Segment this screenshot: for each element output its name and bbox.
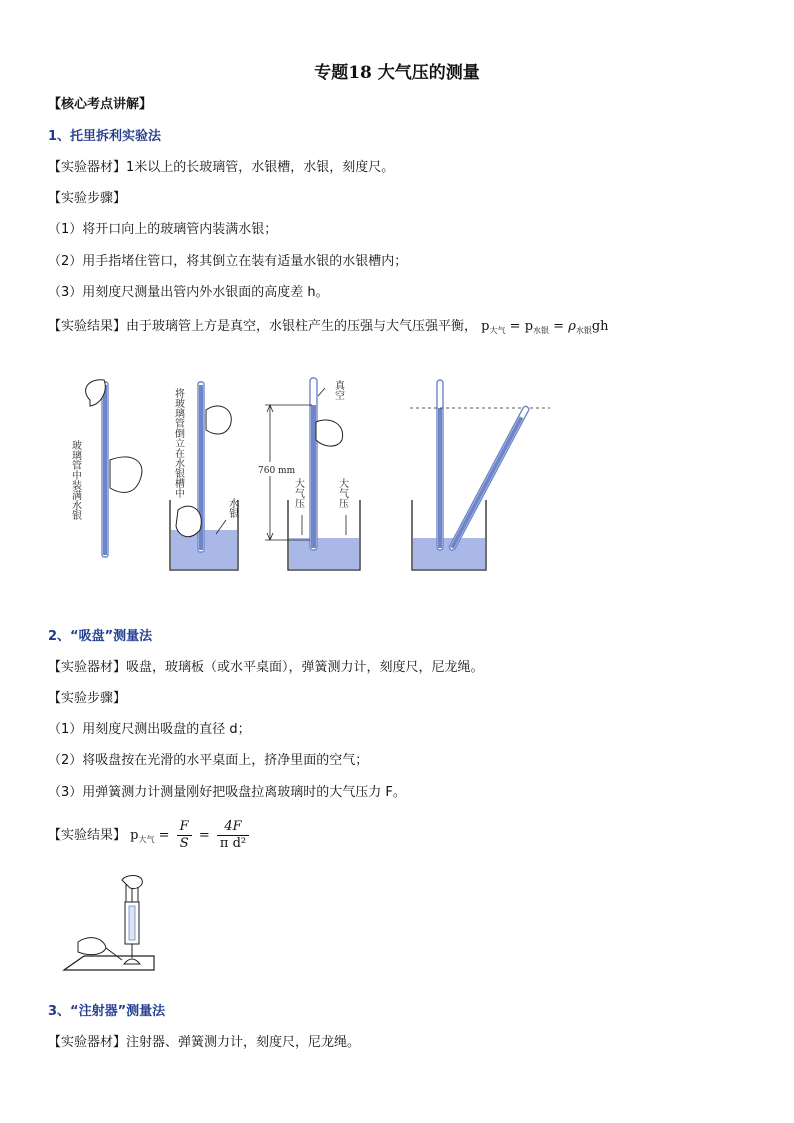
section1-step3: （3）用刻度尺测量出管内外水银面的高度差 h。 [48,285,329,300]
label-invert: 将玻璃管倒立在水银槽中 [172,388,184,498]
section2-step2: （2）将吸盘按在光滑的水平桌面上，挤净里面的空气； [48,753,369,768]
section1-result [48,318,609,340]
section1-step1: （1）将开口向上的玻璃管内装满水银； [48,222,278,237]
suction-cup-figure [60,872,170,977]
label-760: 760 mm [258,466,296,476]
label-fill: 玻璃管中装满水银 [69,440,81,520]
equipment-tag: 【实验器材】 [48,160,127,175]
label-vacuum: 真空 [332,380,344,400]
equipment-tag: 【实验器材】 [48,1035,127,1050]
section-header: 【核心考点讲解】 [48,97,153,112]
section2-heading: 2、“吸盘”测量法 [48,629,153,644]
suction-formula: $p_{大气}$ = $\frac{F}{S}$ = $\frac{4F}{\text{π d²}}$ [130,828,252,843]
panel-invert [170,382,239,570]
torricelli-figure [60,360,560,590]
section1-steps-tag: 【实验步骤】 [48,191,127,206]
hand-icon [206,406,231,434]
hand-icon [110,457,142,492]
section3-equipment [48,1034,360,1052]
result-tag: 【实验结果】 [48,828,127,843]
panel-measure [256,378,360,570]
equipment-tag: 【实验器材】 [48,660,127,675]
section1-heading: 1、托里拆利实验法 [48,129,162,144]
section2-steps-tag: 【实验步骤】 [48,691,127,706]
hand-icon [316,420,343,446]
torricelli-formula: $p_{大气} = p_{水银} = \rho_{水银}gh$ [481,319,609,335]
section2-step3: （3）用弹簧测力计测量刚好把吸盘拉离玻璃时的大气压力 F。 [48,785,406,800]
section2-step1: （1）用刻度尺测出吸盘的直径 d； [48,722,251,737]
section1-step2: （2）用手指堵住管口，将其倒立在装有适量水银的水银槽内； [48,254,408,269]
label-atm-right: 大气压 [336,478,348,508]
label-mercury: 水银 [226,498,238,518]
hand-icon [122,876,142,889]
equipment-text: 1米以上的长玻璃管，水银槽，水银，刻度尺。 [126,160,395,175]
equipment-text: 吸盘，玻璃板（或水平桌面），弹簧测力计，刻度尺，尼龙绳。 [126,660,484,675]
hand-icon [176,506,201,537]
page-title: 专题18 大气压的测量 [314,63,480,83]
hand-icon [78,938,106,955]
section3-heading: 3、“注射器”测量法 [48,1004,166,1019]
panel-tilt [410,380,550,570]
section2-result [48,818,252,858]
section1-equipment [48,159,394,177]
panel-fill-tube [70,380,142,557]
label-atm-left: 大气压 [292,478,304,508]
result-text: 由于玻璃管上方是真空，水银柱产生的压强与大气压强平衡， [126,319,478,334]
result-tag: 【实验结果】 [48,319,127,334]
equipment-text: 注射器、弹簧测力计，刻度尺，尼龙绳。 [126,1035,361,1050]
section2-equipment [48,659,484,677]
